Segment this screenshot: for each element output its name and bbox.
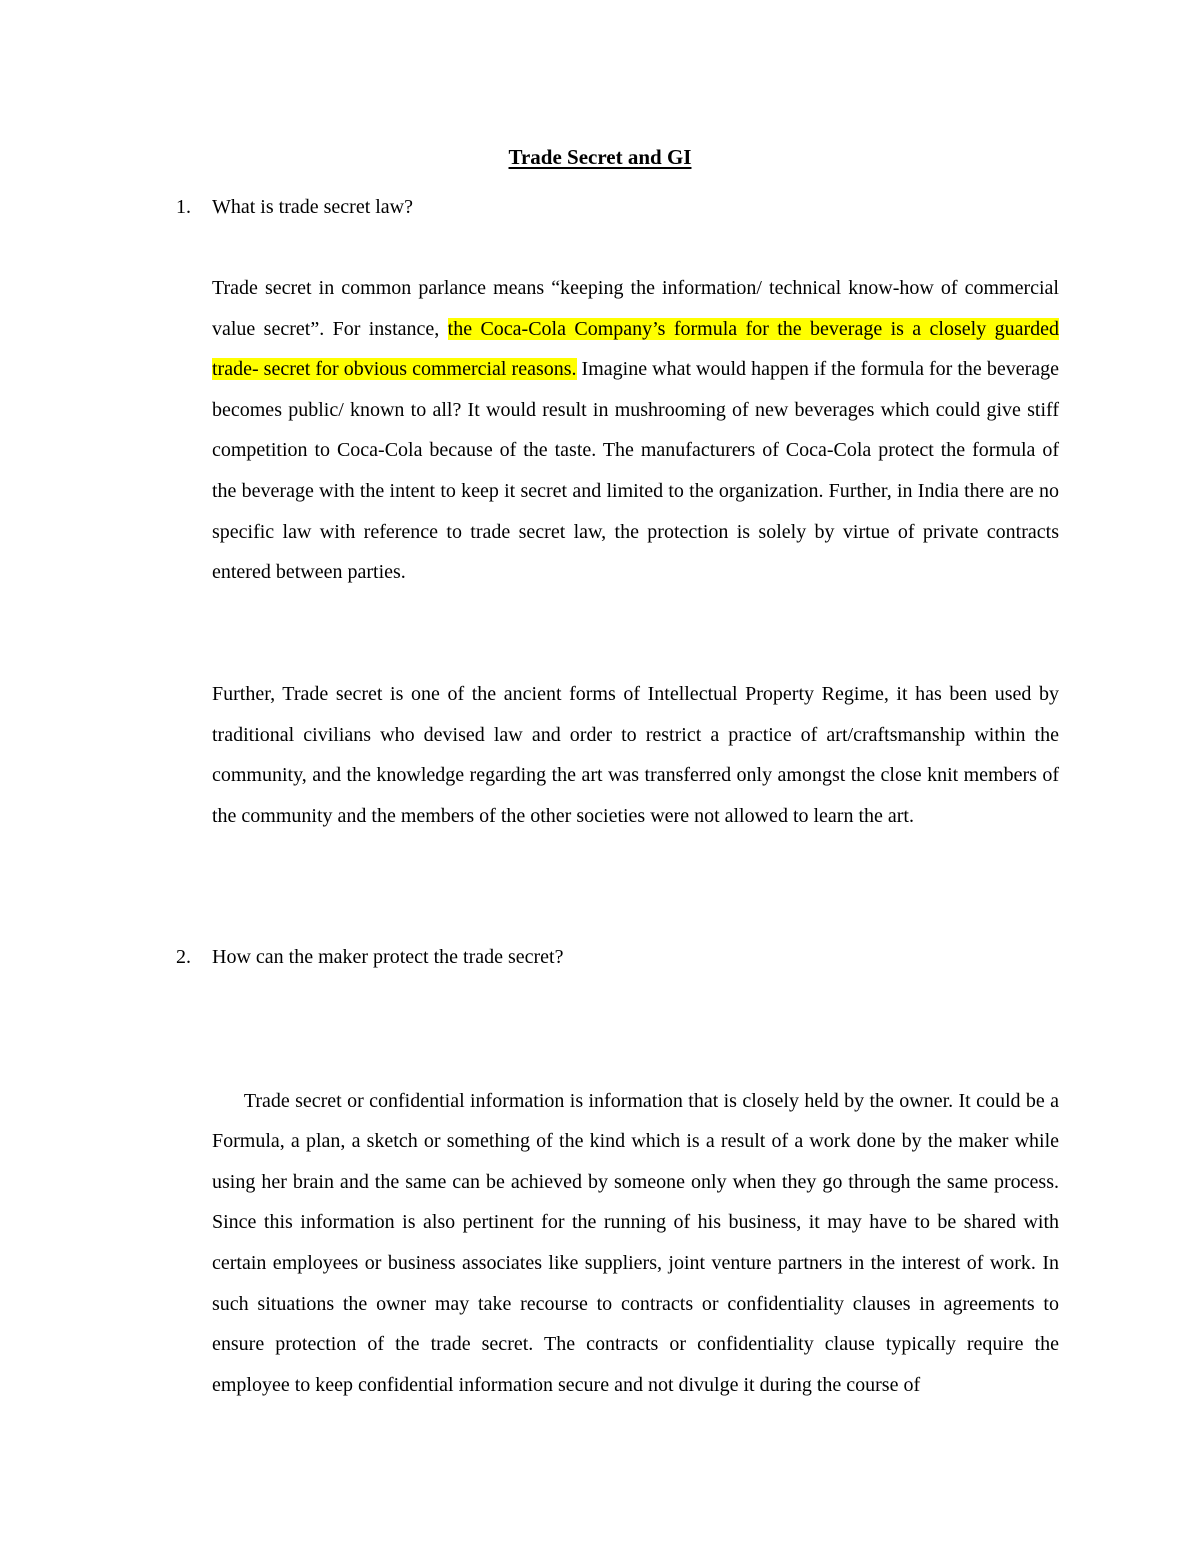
answer-1-paragraph-2: [212, 674, 1059, 836]
question-2-text: How can the maker protect the trade secret?: [212, 946, 564, 968]
question-2: [176, 940, 1076, 974]
answer-1-paragraph-1: [212, 268, 1059, 593]
answer-2-paragraph-1-text: Trade secret or confidential information is information that is closely held by the owner. It could be a Formula, a plan, a sketch or something of the kind which is a result of a work done by the maker while using her brain and the same can be achieved by someone only when they go through the same process. Since this information is also pertinent for the running of his business, it may have to be shared with certain employees or business associates like suppliers, joint venture partners in the interest of work. In such situations the owner may take recourse to contracts or confidentiality clauses in agreements to ensure protection of the trade secret. The contracts or confidentiality clause typically require the employee to keep confidential information secure and not divulge it during the course of: [212, 1089, 1064, 1396]
answer-1-paragraph-1-intro: Trade secret in common parlance means “keeping the information/ technical know-how of commercial value secret”. For instance,: [212, 277, 1059, 340]
document-title-text: Trade Secret and GI: [508, 145, 692, 169]
answer-1-paragraph-2-text: Further, Trade secret is one of the ancient forms of Intellectual Property Regime, it has been used by traditional civilians who devised law and order to restrict a practice of art/craftsmanship within the community, and the knowledge regarding the art was transferred only amongst the close knit members of the community and the members of the other societies were not allowed to learn the art.: [212, 683, 1059, 827]
question-2-number: 2.: [176, 946, 191, 968]
document-title: [0, 140, 1200, 174]
question-1: [176, 190, 1076, 224]
highlighted-text: the Coca-Cola Company’s formula for the beverage is a closely guarded trade- secret for obvious commercial reasons.: [212, 317, 1059, 381]
answer-2-paragraph-1: [212, 1040, 1064, 1446]
answer-1-paragraph-1-rest: Imagine what would happen if the formula for the beverage becomes public/ known to all? It would result in mushrooming of new beverages which could give stiff competition to Coca-Cola because of the taste. The manufacturers of Coca-Cola protect the formula of the beverage with the intent to keep it secret and limited to the organization. Further, in India there are no specific law with reference to trade secret law, the protection is solely by virtue of private contracts entered between parties.: [212, 358, 1059, 584]
question-1-number: 1.: [176, 196, 191, 218]
question-1-text: What is trade secret law?: [212, 196, 414, 218]
